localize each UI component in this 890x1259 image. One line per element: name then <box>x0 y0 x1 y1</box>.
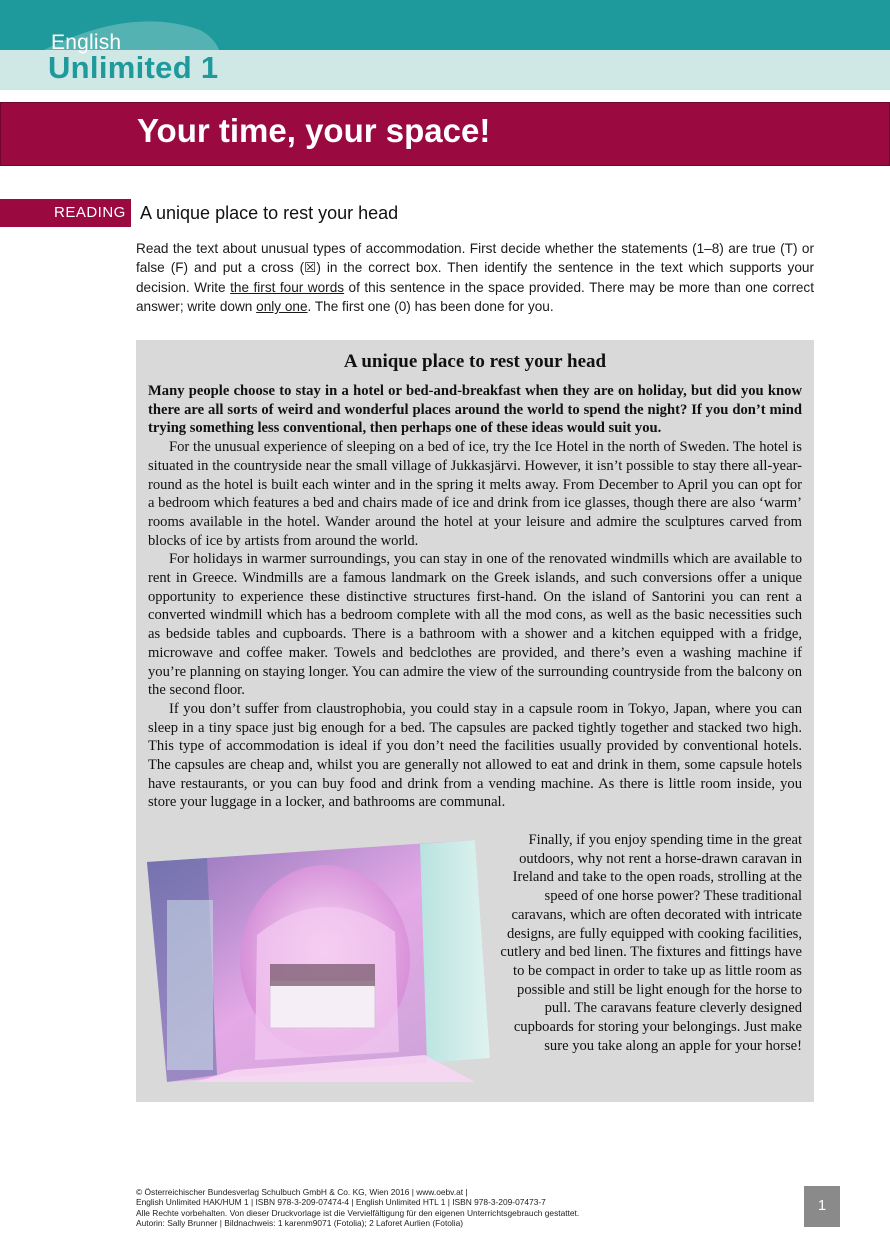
footer <box>136 1187 756 1229</box>
article-paragraph-ice-hotel: For the unusual experience of sleeping on a bed of ice, try the Ice Hotel in the north of Sweden. The hotel is situated in the countryside near the small village of Jukkasjärvi. However, it isn’t possible to stay there all-year-round as the hotel is built each winter and in the spring it melts away. From December to April you can opt for a bedroom which features a bed and chairs made of ice and drink from ice glasses, though there are also ‘warm’ rooms available in the hotel. Wander around the hotel at your leisure and admire the sculptures carved from blocks of ice by artists from around the world. <box>148 439 802 549</box>
page-title: Your time, your space! <box>137 112 491 149</box>
page-number: 1 <box>817 1197 827 1214</box>
section-title: A unique place to rest your head <box>140 203 399 223</box>
instructions-part3: . The first one (0) has been done for you. <box>307 299 554 315</box>
logo-swoosh-icon <box>0 0 890 50</box>
article-body <box>148 350 802 812</box>
article-lead: Many people choose to stay in a hotel or bed-and-breakfast when they are on holiday, but did you know there are all sorts of weird and wonderful places around the world to spend the night? If you don’t mind trying something less conventional, then perhaps one of these ideas would suit you. <box>148 383 802 437</box>
instructions-underline2: only one <box>256 299 308 315</box>
reading-label: READING <box>54 204 126 221</box>
footer-line: Autorin: Sally Brunner | Bildnachweis: 1 karenm9071 (Fotolia); 2 Laforet Aurlien (Fotolia) <box>136 1218 464 1229</box>
footer-line: © Österreichischer Bundesverlag Schulbuch GmbH & Co. KG, Wien 2016 | www.oebv.at | <box>136 1187 468 1197</box>
footer-line: Alle Rechte vorbehalten. Von dieser Druckvorlage ist die Vervielfältigung für den eigenen Unterrichtsgebrauch gestattet. <box>136 1207 580 1218</box>
article-paragraph-capsule: If you don’t suffer from claustrophobia, you could stay in a capsule room in Tokyo, Japan, where you can sleep in a tiny space just big enough for a bed. The capsules are packed tightly together and stacked two high. This type of accommodation is ideal if you don’t need the facilities usually provided by conventional hotels. The capsules are cheap and, whilst you are generally not allowed to eat and drink in them, some capsule hotels have restaurants, or you can buy food and drink from a vending machine. As there is little room inside, you store your luggage in a locker, and bathrooms are communal. <box>148 700 802 811</box>
article-paragraph-windmills: For holidays in warmer surroundings, you can stay in one of the renovated windmills which are available to rent in Greece. Windmills are a famous landmark on the Greek islands, and such conversions offer a unique opportunity to experience these distinctive structures first-hand. On the island of Santorini you can rent a converted windmill which has a bedroom complete with all the mod cons, as well as the basic necessities such as bedside tables and cupboards. There is a bathroom with a shower and a kitchen equipped with a fridge, microwave and coffee maker. Towels and bedclothes are provided, and there’s even a washing machine if you’re planning on staying longer. You can admire the view of the surrounding countryside from the balcony on the second floor. <box>148 551 802 699</box>
logo-unlimited: Unlimited 1 <box>48 50 219 85</box>
ice-hotel-photo <box>145 840 490 1082</box>
article-paragraph-caravan: Finally, if you enjoy spending time in the great outdoors, why not rent a horse-drawn caravan in Ireland and take to the open roads, strolling at the speed of one horse power? These traditional caravans, which are often decorated with intricate designs, are fully equipped with cooking facilities, cutlery and bed linen. The fixtures and fittings have to be compact in order to take up as little room as possible and still be light enough for the horse to pull. The caravans feature cleverly designed cupboards for storing your belongings. Just make sure you take along an apple for your horse! <box>500 832 802 1054</box>
instructions-part1: Read the text about unusual types of accommodation. First decide whether the statements (1–8) are true (T) or false (F) and put a cross (☒) in the correct box. Then identify the sentence in the text which supports your decision. Write <box>136 241 814 295</box>
article-title: A unique place to rest your head <box>343 351 607 372</box>
instructions-part2: of this sentence in the space provided. There may be more than one correct answer; write down <box>136 279 814 315</box>
footer-line: English Unlimited HAK/HUM 1 | ISBN 978-3-209-07474-4 | English Unlimited HTL 1 | ISBN 978-3-209-07473-7 <box>136 1197 546 1208</box>
instructions <box>136 239 814 317</box>
instructions-underline1: the first four words <box>230 279 345 295</box>
header-band <box>0 0 890 50</box>
logo-english: English <box>51 31 122 54</box>
